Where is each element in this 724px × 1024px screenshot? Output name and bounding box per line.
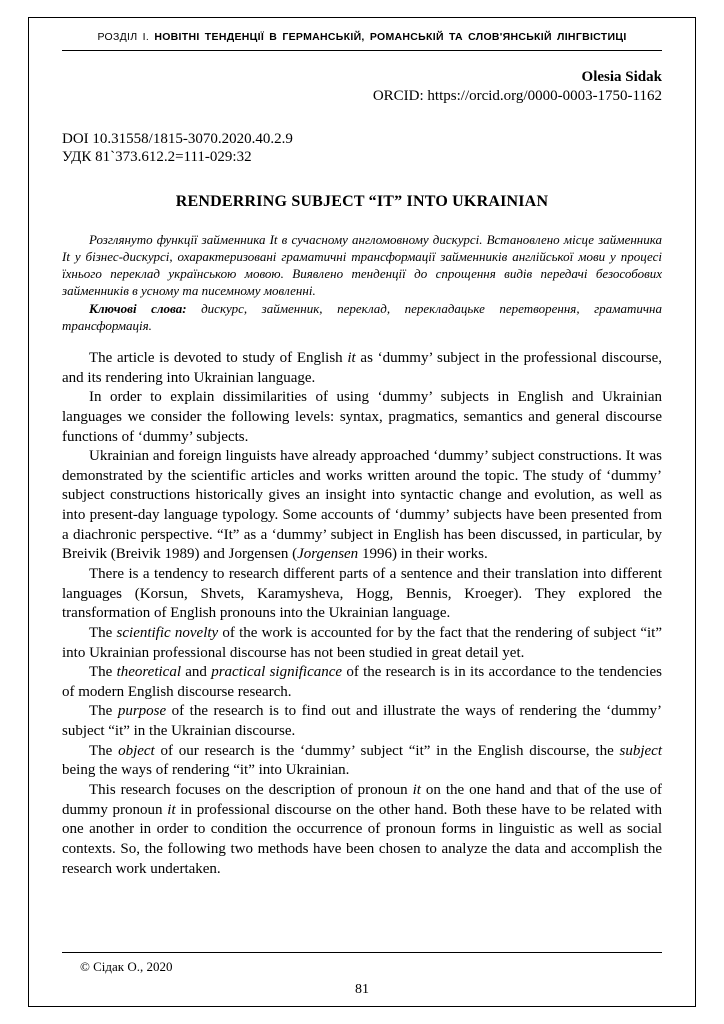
author-block [62,68,662,106]
page-footer [62,952,662,998]
doi-line: DOI 10.31558/1815-3070.2020.40.2.9 [62,130,293,147]
abstract-block [62,231,662,334]
page-frame [28,17,696,1007]
paragraph: The theoretical and practical significance of the research is in its accordance to the tendencies of modern English discourse research. [62,664,662,700]
footer-rule [62,952,662,953]
paragraph: Ukrainian and foreign linguists have already approached ‘dummy’ subject constructions. It was demonstrated by the scientific articles and works written around the topic. The study of ‘dummy’ subject constructions historically gives an insight into syntactic change and evolution, as well as into present-day language typology. Some accounts of ‘dummy’ subjects have been presented from a diachronic perspective. “It” as a ‘dummy’ subject in English has been discussed, in particular, by Breivik (Breivik 1989) and Jorgensen (Jorgensen 1996) in their works. [62,448,662,563]
journal-header-prefix: РОЗДІЛ І. [97,31,155,43]
journal-header-title: НОВІТНІ ТЕНДЕНЦІЇ В ГЕРМАНСЬКІЙ, РОМАНСЬКІЙ ТА СЛОВ'ЯНСЬКІЙ ЛІНГВІСТИЦІ [154,31,627,43]
paragraph: This research focuses on the description of pronoun it on the one hand and that of the use of dummy pronoun it in professional discourse on the other hand. Both these have to be related with one another in order to condition the occurrence of pronoun forms in linguistic as well as social contexts. So, the following two methods have been chosen to analyze the data and accomplish the research work undertaken. [62,782,662,877]
page-number: 81 [355,982,369,997]
paragraph: There is a tendency to research different parts of a sentence and their translation into different languages (Korsun, Shvets, Karamysheva, Hogg, Bennis, Kroeger). They explored the transformation of English pronouns into the Ukrainian language. [62,565,662,622]
udc-line: УДК 81`373.612.2=111-029:32 [62,149,252,166]
identifier-block [62,130,662,168]
paragraph: In order to explain dissimilarities of using ‘dummy’ subjects in English and Ukrainian languages we consider the following levels: syntax, pragmatics, semantics and general discourse functions of ‘dummy’ subjects. [62,389,662,445]
keywords-text: дискурс, займенник, переклад, перекладацьке перетворення, граматична трансформація. [62,300,662,333]
keywords-label: Ключові слова: [89,300,187,316]
article-body [62,349,662,879]
author-name: Olesia Sidak [581,69,662,85]
paragraph: The article is devoted to study of English it as ‘dummy’ subject in the professional discourse, and its rendering into Ukrainian language. [62,349,663,386]
paragraph: The purpose of the research is to find out and illustrate the ways of rendering the ‘dummy’ subject “it” in the Ukrainian discourse. [62,703,662,740]
journal-header [62,31,662,51]
paragraph: The scientific novelty of the work is accounted for by the fact that the rendering of subject “it” into Ukrainian professional discourse has not been studied in great detail yet. [62,624,662,661]
article-title: RENDERRING SUBJECT “IT” INTO UKRAINIAN [175,193,549,210]
keywords-line [62,300,662,334]
orcid-line: ORCID: https://orcid.org/0000-0003-1750-1162 [372,87,662,104]
paragraph: The object of our research is the ‘dummy’ subject “it” in the English discourse, the subject being the ways of rendering “it” into Ukrainian. [62,742,662,779]
copyright: © Сідак О., 2020 [80,959,173,974]
abstract-text: Розглянуто функції займенника It в сучасному англомовному дискурсі. Встановлено місце займенника It у бізнес-дискурсі, охарактеризовані граматичні трансформації займенників англійської мови у процесі їхнього переклад українською мовою. Виявлено тенденції до спрощення видів передачі безособових займенників в усному та писемному мовленні. [62,232,662,299]
